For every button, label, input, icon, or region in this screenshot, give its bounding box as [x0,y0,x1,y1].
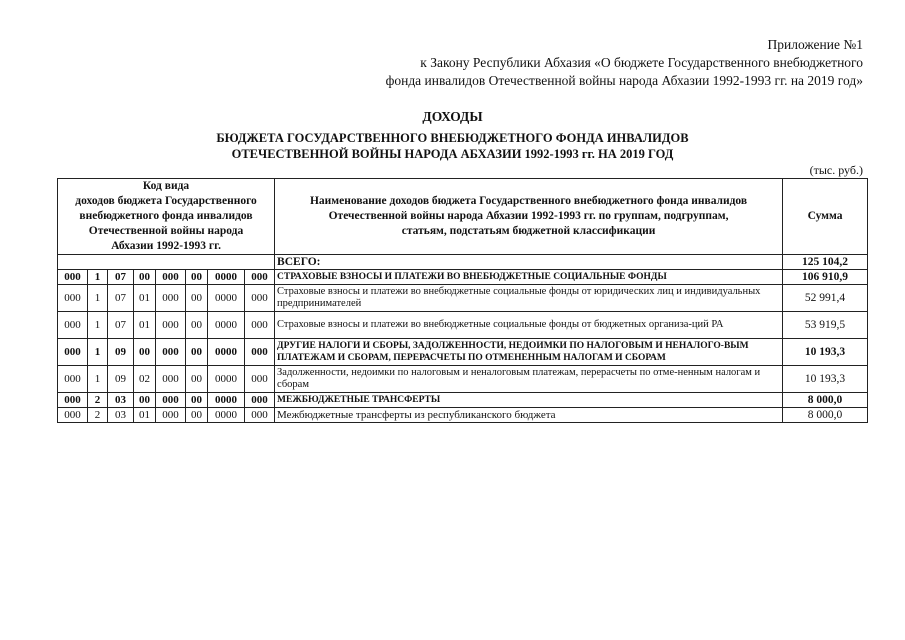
code-cell: 000 [156,393,186,408]
header-code-line-3: внебюджетного фонда инвалидов [79,210,253,222]
revenue-amount: 53 919,5 [783,312,868,339]
code-cell: 1 [88,312,108,339]
code-cell: 1 [88,339,108,366]
code-cell: 000 [245,408,275,423]
code-cell: 00 [186,285,208,312]
document-title: ДОХОДЫ [422,109,483,124]
code-cell: 03 [108,408,134,423]
code-cell: 03 [108,393,134,408]
total-label: ВСЕГО: [275,255,783,270]
header-sum: Сумма [783,179,868,255]
code-cell: 000 [245,312,275,339]
appendix-line-3: фонда инвалидов Отечественной войны народа Абхазии 1992-1993 гг. на 2019 год» [385,73,863,88]
table-row [58,366,868,393]
revenue-name: Межбюджетные трансферты из республиканского бюджета [275,408,783,423]
code-cell: 0000 [208,393,245,408]
code-cell: 02 [134,366,156,393]
appendix-line-2: к Закону Республики Абхазия «О бюджете Государственного внебюджетного [420,55,863,70]
code-cell: 0000 [208,270,245,285]
code-cell: 0000 [208,285,245,312]
code-cell: 000 [58,408,88,423]
code-cell: 000 [245,270,275,285]
code-cell: 00 [186,339,208,366]
subtitle-line-2: ОТЕЧЕСТВЕННОЙ ВОЙНЫ НАРОДА АБХАЗИИ 1992-1993 гг. НА 2019 ГОД [231,147,674,161]
code-cell: 2 [88,393,108,408]
code-cell: 000 [58,339,88,366]
code-cell: 09 [108,339,134,366]
table-row [58,408,868,423]
revenue-name: Страховые взносы и платежи во внебюджетные социальные фонды от юридических лиц и индивидуальных предпринимателей [275,285,783,312]
code-cell: 00 [134,393,156,408]
table-row [58,312,868,339]
code-cell: 000 [245,393,275,408]
header-name-line-2: Отечественной войны народа Абхазии 1992-1993 гг. по группам, подгруппам, [328,210,729,222]
appendix-block [386,36,863,90]
code-cell: 000 [58,285,88,312]
code-cell: 00 [186,408,208,423]
revenue-name: Задолженности, недоимки по налоговым и неналоговым платежам, перерасчеты по отме-ненным налогам и сборам [275,366,783,393]
appendix-line-1: Приложение №1 [767,37,863,52]
revenue-amount: 106 910,9 [783,270,868,285]
revenue-name: ДРУГИЕ НАЛОГИ И СБОРЫ, ЗАДОЛЖЕННОСТИ, НЕДОИМКИ ПО НАЛОГОВЫМ И НЕНАЛОГО-ВЫМ ПЛАТЕЖАМ И СБОРАМ, ПЕРЕРАСЧЕТЫ ПО ОТМЕНЕННЫМ НАЛОГАМ И СБОРАМ [275,339,783,366]
revenue-amount: 10 193,3 [783,339,868,366]
code-cell: 1 [88,366,108,393]
header-code-line-5: Абхазии 1992-1993 гг. [111,240,221,252]
code-cell: 000 [156,285,186,312]
table-row [58,285,868,312]
code-cell: 000 [156,366,186,393]
revenue-name: МЕЖБЮДЖЕТНЫЕ ТРАНСФЕРТЫ [275,393,783,408]
code-cell: 1 [88,285,108,312]
code-cell: 09 [108,366,134,393]
total-amount: 125 104,2 [783,255,868,270]
code-cell: 000 [156,270,186,285]
revenue-amount: 52 991,4 [783,285,868,312]
header-code-line-1: Код вида [142,180,190,192]
code-cell: 00 [186,270,208,285]
code-cell: 0000 [208,339,245,366]
revenue-amount: 8 000,0 [783,408,868,423]
code-cell: 07 [108,270,134,285]
code-cell: 000 [245,285,275,312]
code-cell: 00 [186,312,208,339]
code-cell: 2 [88,408,108,423]
code-cell: 00 [186,393,208,408]
code-cell: 000 [156,312,186,339]
code-cell: 00 [186,366,208,393]
table-row [58,393,868,408]
code-cell: 000 [156,339,186,366]
code-cell: 01 [134,312,156,339]
code-cell: 07 [108,285,134,312]
code-cell: 0000 [208,312,245,339]
code-cell: 000 [156,408,186,423]
code-cell: 000 [58,366,88,393]
header-name [275,179,783,255]
code-cell: 000 [58,270,88,285]
revenue-table [57,178,868,423]
subtitle-line-1: БЮДЖЕТА ГОСУДАРСТВЕННОГО ВНЕБЮДЖЕТНОГО ФОНДА ИНВАЛИДОВ [216,131,689,145]
code-cell: 000 [245,339,275,366]
header-code-line-4: Отечественной войны народа [88,225,244,237]
revenue-amount: 8 000,0 [783,393,868,408]
units-label: (тыс. руб.) [809,163,863,177]
total-row [58,255,868,270]
code-cell: 00 [134,270,156,285]
code-cell: 0000 [208,408,245,423]
document-subtitle [0,130,905,162]
table-row [58,339,868,366]
revenue-name: Страховые взносы и платежи во внебюджетные социальные фонды от бюджетных организа-ций РА [275,312,783,339]
total-code-cell [58,255,275,270]
code-cell: 01 [134,408,156,423]
code-cell: 01 [134,285,156,312]
header-code-line-2: доходов бюджета Государственного [75,195,257,207]
code-cell: 07 [108,312,134,339]
code-cell: 0000 [208,366,245,393]
header-code [58,179,275,255]
header-name-line-3: статьям, подстатьям бюджетной классификации [401,225,656,237]
header-name-line-1: Наименование доходов бюджета Государственного внебюджетного фонда инвалидов [309,195,748,207]
revenue-name: СТРАХОВЫЕ ВЗНОСЫ И ПЛАТЕЖИ ВО ВНЕБЮДЖЕТНЫЕ СОЦИАЛЬНЫЕ ФОНДЫ [275,270,783,285]
code-cell: 000 [58,312,88,339]
code-cell: 000 [58,393,88,408]
code-cell: 1 [88,270,108,285]
revenue-amount: 10 193,3 [783,366,868,393]
code-cell: 000 [245,366,275,393]
table-header-row [58,179,868,255]
table-row [58,270,868,285]
code-cell: 00 [134,339,156,366]
